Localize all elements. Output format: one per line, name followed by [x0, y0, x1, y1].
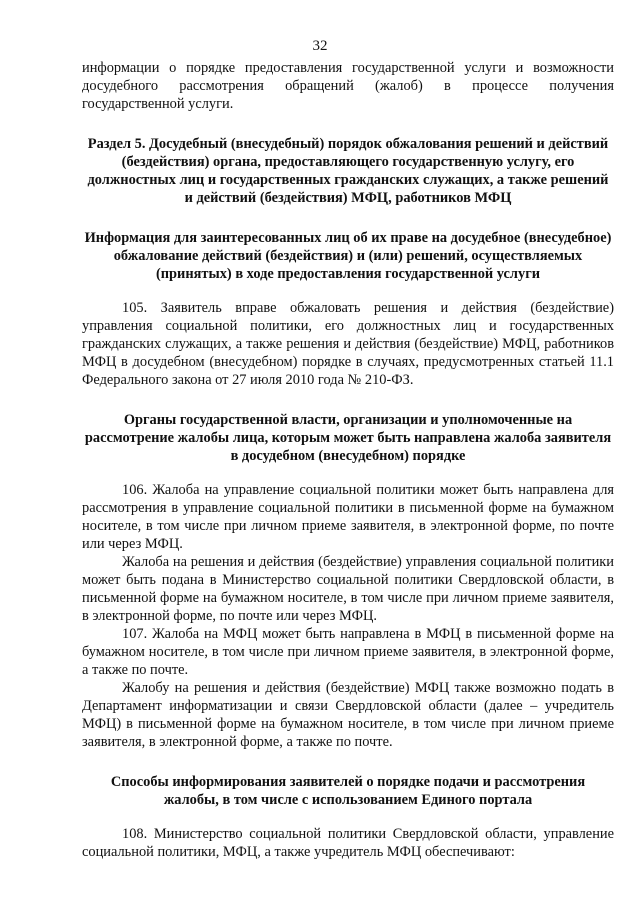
section-5-heading: Раздел 5. Досудебный (внесудебный) порядок обжалования решений и действий (бездействия) органа, предоставляющего государственную услугу, его должностных лиц и государственных гражданских служащих, а также решений и действий (бездействия) МФЦ, работников МФЦ	[87, 136, 609, 206]
paragraph-107: 107. Жалоба на МФЦ может быть направлена в МФЦ в письменной форме на бумажном носителе, в том числе при личном приеме заявителя, в электронной форме, а также по почте.	[82, 626, 614, 678]
intro-paragraph: информации о порядке предоставления государственной услуги и возможности досудебного рассмотрения обращений (жалоб) в процессе получения государственной услуги.	[82, 60, 614, 112]
paragraph-108: 108. Министерство социальной политики Свердловской области, управление социальной политики, МФЦ, а также учредитель МФЦ обеспечивают:	[82, 826, 614, 860]
document-body	[82, 59, 614, 861]
organs-heading: Органы государственной власти, организации и уполномоченные на рассмотрение жалобы лица, которым может быть направлена жалоба заявителя в досудебном (внесудебном) порядке	[84, 412, 612, 464]
paragraph-106: 106. Жалоба на управление социальной политики может быть направлена для рассмотрения в управление социальной политики в письменной форме на бумажном носителе, в том числе при личном приеме заявителя, в электронной форме, по почте или через МФЦ.	[82, 482, 614, 552]
paragraph-107-complaint: Жалобу на решения и действия (бездействие) МФЦ также возможно подать в Департамент информатизации и связи Свердловской области (далее – учредитель МФЦ) в письменной форме на бумажном носителе, в том числе при личном приеме заявителя, в электронной форме, а также по почте.	[82, 680, 614, 750]
methods-heading: Способы информирования заявителей о порядке подачи и рассмотрения жалобы, в том числе с использованием Единого портала	[110, 774, 586, 808]
paragraph-106-complaint: Жалоба на решения и действия (бездействие) управления социальной политики может быть подана в Министерство социальной политики Свердловской области, в письменной форме на бумажном носителе, в том числе при личном приеме заявителя, в электронной форме, по почте или через МФЦ.	[82, 554, 614, 624]
info-heading: Информация для заинтересованных лиц об их праве на досудебное (внесудебное) обжалование действий (бездействия) и (или) решений, осуществляемых (принятых) в ходе предоставления государственной услуги	[84, 230, 612, 282]
paragraph-105: 105. Заявитель вправе обжаловать решения и действия (бездействие) управления социальной политики, его должностных лиц и государственных гражданских служащих, а также решения и действия (бездействие) МФЦ, работников МФЦ в досудебном (внесудебном) порядке в случаях, предусмотренных статьей 11.1 Федерального закона от 27 июля 2010 года № 210-ФЗ.	[82, 300, 614, 388]
page-number: 32	[312, 38, 328, 54]
